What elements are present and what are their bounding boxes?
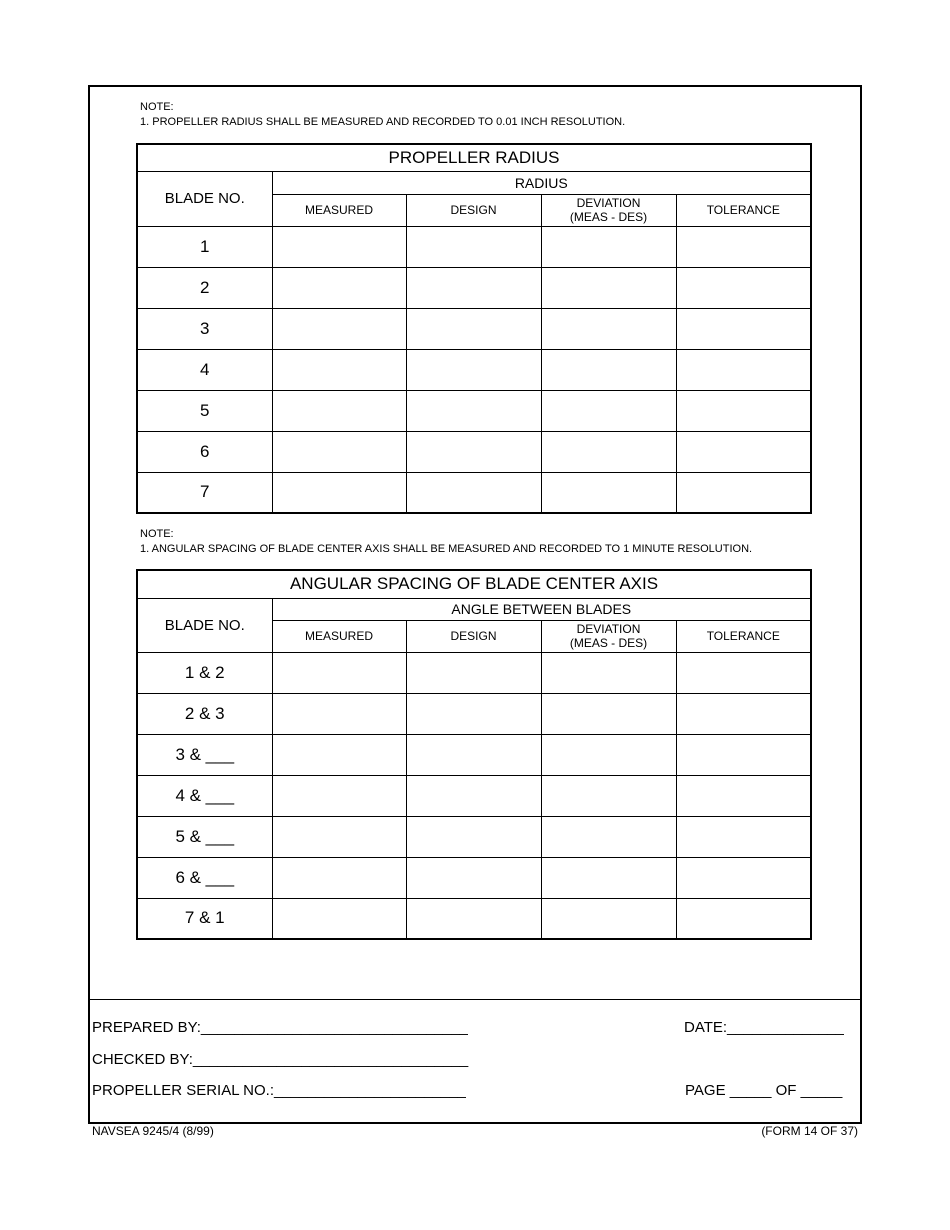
design-cell[interactable]	[406, 431, 541, 472]
form-number: (FORM 14 OF 37)	[761, 1124, 858, 1138]
design-cell[interactable]	[406, 693, 541, 734]
deviation-cell[interactable]	[541, 267, 676, 308]
blade-pair: 3 & ___	[137, 734, 272, 775]
table-2-col-deviation-line-1: DEVIATION	[576, 622, 641, 636]
deviation-cell[interactable]	[541, 308, 676, 349]
design-cell[interactable]	[406, 267, 541, 308]
measured-cell[interactable]	[272, 693, 406, 734]
tolerance-cell[interactable]	[676, 267, 811, 308]
tolerance-cell[interactable]	[676, 857, 811, 898]
tolerance-cell[interactable]	[676, 775, 811, 816]
measured-cell[interactable]	[272, 308, 406, 349]
tolerance-cell[interactable]	[676, 472, 811, 513]
table-row	[137, 734, 811, 775]
tolerance-cell[interactable]	[676, 734, 811, 775]
note-2-heading: NOTE:	[140, 528, 174, 540]
tolerance-cell[interactable]	[676, 431, 811, 472]
blade-number: 5	[137, 390, 272, 431]
measured-cell[interactable]	[272, 775, 406, 816]
design-cell[interactable]	[406, 226, 541, 267]
measured-cell[interactable]	[272, 226, 406, 267]
table-row	[137, 267, 811, 308]
table-2-title: ANGULAR SPACING OF BLADE CENTER AXIS	[137, 570, 811, 598]
tolerance-cell[interactable]	[676, 898, 811, 939]
table-row	[137, 349, 811, 390]
blade-number: 7	[137, 472, 272, 513]
table-row	[137, 390, 811, 431]
propeller-radius-table	[136, 143, 812, 514]
design-cell[interactable]	[406, 816, 541, 857]
design-cell[interactable]	[406, 857, 541, 898]
table-2-col-tolerance: TOLERANCE	[676, 620, 811, 652]
blade-number: 6	[137, 431, 272, 472]
table-1-col-measured: MEASURED	[272, 194, 406, 226]
note-1-heading: NOTE:	[140, 101, 174, 113]
blade-pair: 4 & ___	[137, 775, 272, 816]
note-1	[140, 100, 625, 130]
design-cell[interactable]	[406, 775, 541, 816]
blade-pair: 7 & 1	[137, 898, 272, 939]
measured-cell[interactable]	[272, 349, 406, 390]
note-2-text: 1. ANGULAR SPACING OF BLADE CENTER AXIS SHALL BE MEASURED AND RECORDED TO 1 MINUTE RESOLUTION.	[140, 543, 753, 555]
deviation-cell[interactable]	[541, 226, 676, 267]
measured-cell[interactable]	[272, 267, 406, 308]
table-row	[137, 693, 811, 734]
table-2-col-deviation	[541, 620, 676, 652]
deviation-cell[interactable]	[541, 816, 676, 857]
design-cell[interactable]	[406, 472, 541, 513]
deviation-cell[interactable]	[541, 349, 676, 390]
design-cell[interactable]	[406, 652, 541, 693]
table-row	[137, 472, 811, 513]
checked-by-field[interactable]: CHECKED BY:_________________________________	[92, 1051, 469, 1068]
design-cell[interactable]	[406, 734, 541, 775]
blade-pair: 1 & 2	[137, 652, 272, 693]
date-field[interactable]: DATE:______________	[684, 1019, 844, 1036]
form-id: NAVSEA 9245/4 (8/99)	[92, 1124, 214, 1138]
table-1-col-design: DESIGN	[406, 194, 541, 226]
tolerance-cell[interactable]	[676, 308, 811, 349]
table-1-col-deviation-line-2: (MEAS - DES)	[569, 210, 648, 224]
measured-cell[interactable]	[272, 898, 406, 939]
deviation-cell[interactable]	[541, 652, 676, 693]
deviation-cell[interactable]	[541, 898, 676, 939]
blade-number: 2	[137, 267, 272, 308]
note-1-text: 1. PROPELLER RADIUS SHALL BE MEASURED AND RECORDED TO 0.01 INCH RESOLUTION.	[140, 116, 626, 128]
prepared-by-field[interactable]: PREPARED BY:________________________________	[92, 1019, 468, 1036]
table-row	[137, 898, 811, 939]
table-row	[137, 308, 811, 349]
tolerance-cell[interactable]	[676, 652, 811, 693]
tolerance-cell[interactable]	[676, 693, 811, 734]
table-row	[137, 857, 811, 898]
blade-number: 3	[137, 308, 272, 349]
deviation-cell[interactable]	[541, 693, 676, 734]
table-2-blade-header: BLADE NO.	[137, 598, 272, 652]
table-1-col-deviation	[541, 194, 676, 226]
table-1-col-tolerance: TOLERANCE	[676, 194, 811, 226]
measured-cell[interactable]	[272, 472, 406, 513]
measured-cell[interactable]	[272, 652, 406, 693]
design-cell[interactable]	[406, 390, 541, 431]
deviation-cell[interactable]	[541, 431, 676, 472]
measured-cell[interactable]	[272, 390, 406, 431]
measured-cell[interactable]	[272, 734, 406, 775]
table-1-title: PROPELLER RADIUS	[137, 144, 811, 171]
table-1-group-header: RADIUS	[272, 171, 811, 194]
table-1-blade-header: BLADE NO.	[137, 171, 272, 226]
table-row	[137, 816, 811, 857]
design-cell[interactable]	[406, 308, 541, 349]
table-2-col-deviation-line-2: (MEAS - DES)	[569, 636, 648, 650]
table-row	[137, 652, 811, 693]
table-2-group-header: ANGLE BETWEEN BLADES	[272, 598, 811, 620]
blade-number: 1	[137, 226, 272, 267]
design-cell[interactable]	[406, 898, 541, 939]
blade-pair: 2 & 3	[137, 693, 272, 734]
tolerance-cell[interactable]	[676, 390, 811, 431]
note-2	[140, 527, 752, 557]
blade-number: 4	[137, 349, 272, 390]
deviation-cell[interactable]	[541, 390, 676, 431]
deviation-cell[interactable]	[541, 857, 676, 898]
table-row	[137, 226, 811, 267]
design-cell[interactable]	[406, 349, 541, 390]
measured-cell[interactable]	[272, 816, 406, 857]
table-2-col-design: DESIGN	[406, 620, 541, 652]
blade-pair: 6 & ___	[137, 857, 272, 898]
table-row	[137, 431, 811, 472]
tolerance-cell[interactable]	[676, 816, 811, 857]
tolerance-cell[interactable]	[676, 349, 811, 390]
angular-spacing-table	[136, 569, 812, 940]
table-1-col-deviation-line-1: DEVIATION	[576, 196, 641, 210]
page-of-field[interactable]: PAGE _____ OF _____	[685, 1082, 843, 1099]
propeller-serial-field[interactable]: PROPELLER SERIAL NO.:_______________________	[92, 1082, 466, 1099]
blade-pair: 5 & ___	[137, 816, 272, 857]
signature-divider	[88, 999, 860, 1000]
tolerance-cell[interactable]	[676, 226, 811, 267]
deviation-cell[interactable]	[541, 775, 676, 816]
measured-cell[interactable]	[272, 431, 406, 472]
deviation-cell[interactable]	[541, 734, 676, 775]
measured-cell[interactable]	[272, 857, 406, 898]
table-2-col-measured: MEASURED	[272, 620, 406, 652]
deviation-cell[interactable]	[541, 472, 676, 513]
table-row	[137, 775, 811, 816]
